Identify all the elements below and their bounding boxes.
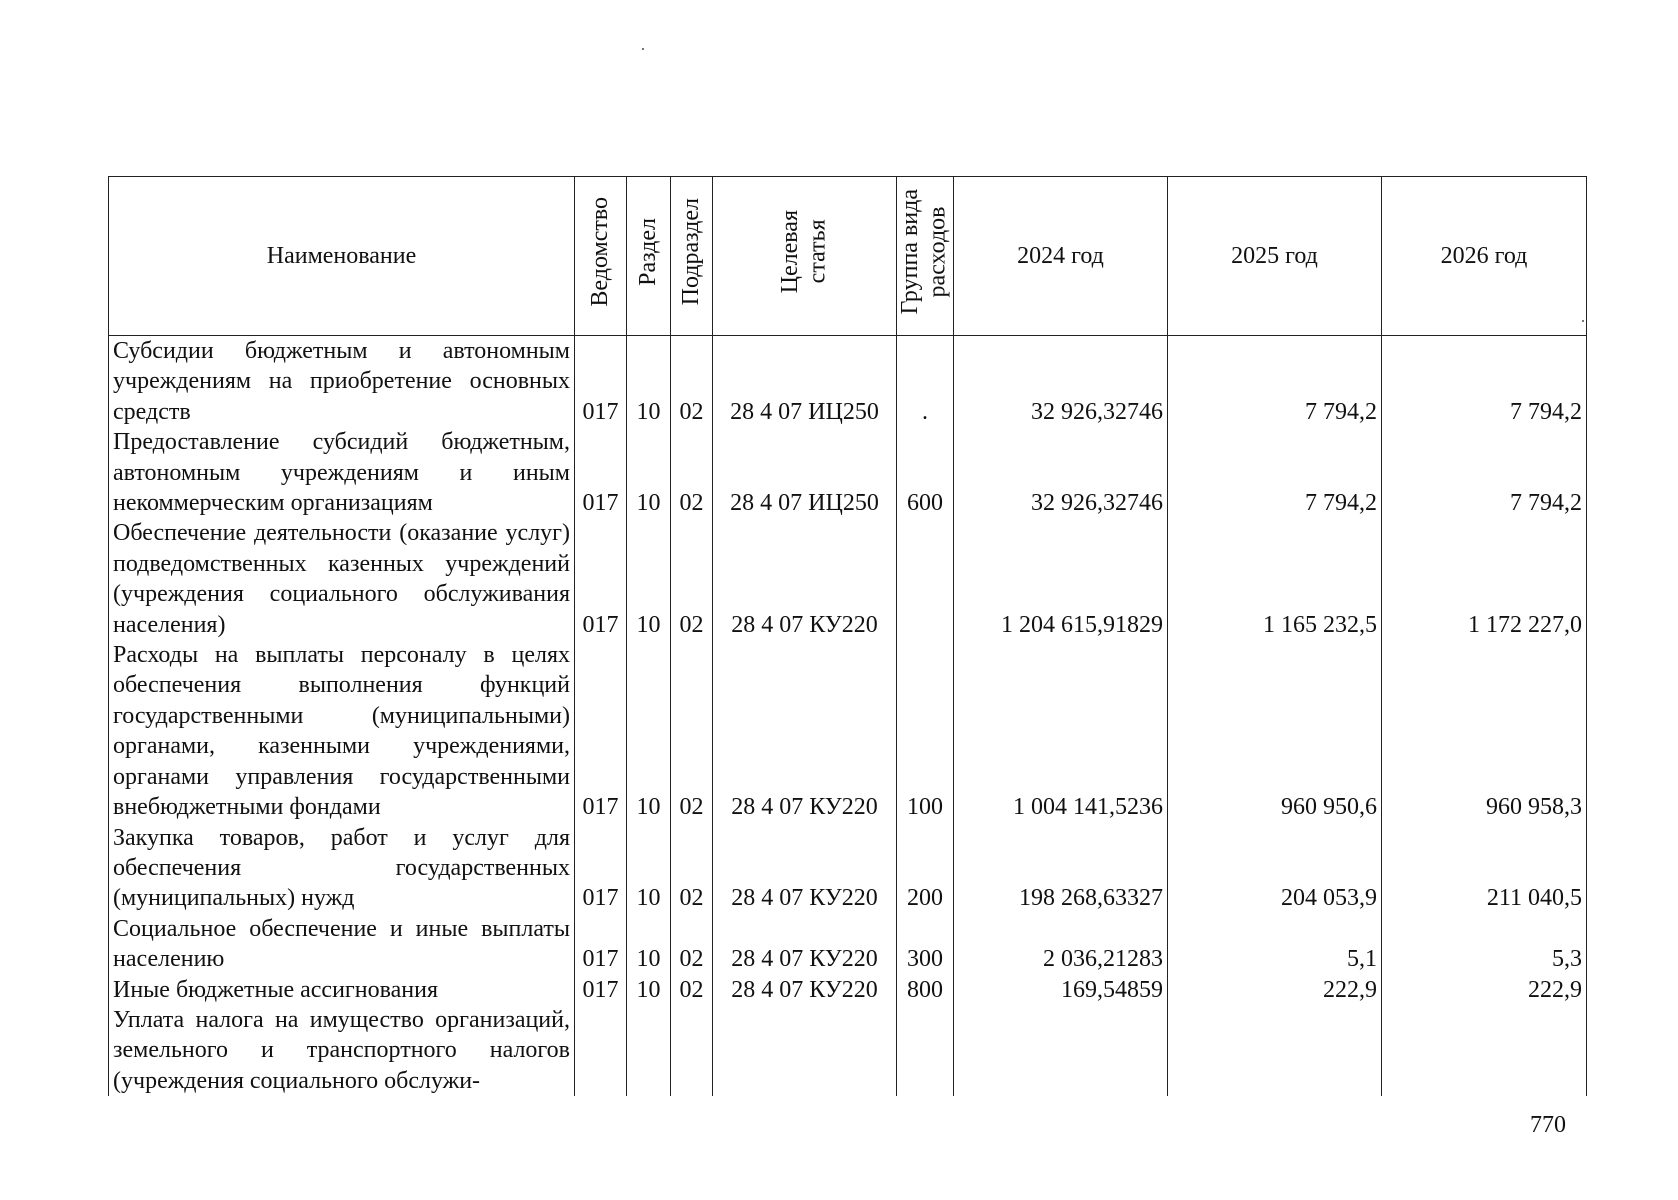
header-subsection (671, 177, 713, 336)
cell-2024: 32 926,32746 (954, 336, 1168, 428)
cell-name: Закупка товаров, работ и услуг для обеспечения государственных (муниципальных) нужд (109, 823, 575, 914)
header-section-label: Раздел (634, 217, 661, 286)
header-dept-label: Ведомство (586, 197, 613, 307)
header-2025-label: 2025 год (1231, 242, 1318, 269)
cell-group: 200 (897, 823, 954, 914)
cell-group: 600 (897, 427, 954, 518)
cell-2025: 7 794,2 (1168, 336, 1382, 428)
cell-2025: 5,1 (1168, 914, 1382, 975)
cell-name: Обеспечение деятельности (оказание услуг) подведомственных казенных учреждений (учреждения социального обслуживания населения) (109, 518, 575, 640)
cell-target: 28 4 07 КУ220 (713, 823, 897, 914)
cell-2024: 198 268,63327 (954, 823, 1168, 914)
table-body (109, 336, 1587, 1097)
cell-subsection: 02 (671, 914, 713, 975)
cell-subsection: 02 (671, 336, 713, 428)
cell-name: Расходы на выплаты персоналу в целях обеспечения выполнения функций государственными (муниципальными) органами, казенными учреждениями, органами управления государственными внебюджетными фондами (109, 640, 575, 822)
cell-section: 10 (627, 336, 671, 428)
header-2026 (1382, 177, 1587, 336)
cell-name: Социальное обеспечение и иные выплаты населению (109, 914, 575, 975)
cell-group: . (897, 336, 954, 428)
cell-section (627, 1005, 671, 1096)
cell-section: 10 (627, 427, 671, 518)
cell-2026: 960 958,3 (1382, 640, 1587, 822)
cell-name: Иные бюджетные ассигнования (109, 975, 575, 1005)
table-row (109, 518, 1587, 640)
cell-2024: 1 204 615,91829 (954, 518, 1168, 640)
cell-section: 10 (627, 823, 671, 914)
cell-name: Субсидии бюджетным и автономным учреждениям на приобретение основных средств (109, 336, 575, 428)
header-target-line2: статья (804, 219, 831, 284)
cell-dept: 017 (575, 975, 627, 1005)
cell-2026 (1382, 1005, 1587, 1096)
cell-2024: 2 036,21283 (954, 914, 1168, 975)
scan-artifact (642, 48, 644, 50)
cell-2026: 7 794,2 (1382, 336, 1587, 428)
cell-group (897, 518, 954, 640)
header-name-label: Наименование (266, 242, 417, 269)
table-header (109, 177, 1587, 336)
header-2024-label: 2024 год (1017, 242, 1104, 269)
cell-target: 28 4 07 КУ220 (713, 518, 897, 640)
cell-dept: 017 (575, 823, 627, 914)
cell-group (897, 1005, 954, 1096)
table-row (109, 914, 1587, 975)
cell-2025: 7 794,2 (1168, 427, 1382, 518)
cell-2026: 222,9 (1382, 975, 1587, 1005)
cell-dept (575, 1005, 627, 1096)
table-row (109, 975, 1587, 1005)
cell-target: 28 4 07 КУ220 (713, 914, 897, 975)
cell-subsection (671, 1005, 713, 1096)
cell-2026: 211 040,5 (1382, 823, 1587, 914)
cell-target: 28 4 07 КУ220 (713, 640, 897, 822)
header-group-line2: расходов (925, 206, 951, 298)
cell-subsection: 02 (671, 823, 713, 914)
cell-target (713, 1005, 897, 1096)
cell-group: 800 (897, 975, 954, 1005)
cell-dept: 017 (575, 640, 627, 822)
table-row (109, 640, 1587, 822)
cell-2024: 169,54859 (954, 975, 1168, 1005)
cell-2025 (1168, 1005, 1382, 1096)
cell-2025: 204 053,9 (1168, 823, 1382, 914)
cell-subsection: 02 (671, 975, 713, 1005)
header-section (627, 177, 671, 336)
header-group-label (897, 189, 952, 314)
cell-group: 300 (897, 914, 954, 975)
budget-table (108, 176, 1587, 1096)
cell-subsection: 02 (671, 518, 713, 640)
cell-2025: 960 950,6 (1168, 640, 1382, 822)
header-subsection-label: Подраздел (677, 198, 704, 306)
cell-2026: 5,3 (1382, 914, 1587, 975)
cell-dept: 017 (575, 427, 627, 518)
header-2024 (954, 177, 1168, 336)
cell-2026: 1 172 227,0 (1382, 518, 1587, 640)
table-row (109, 1005, 1587, 1096)
cell-2024: 32 926,32746 (954, 427, 1168, 518)
table-row (109, 823, 1587, 914)
cell-subsection: 02 (671, 640, 713, 822)
table-row (109, 336, 1587, 428)
cell-dept: 017 (575, 518, 627, 640)
cell-section: 10 (627, 914, 671, 975)
cell-2025: 222,9 (1168, 975, 1382, 1005)
cell-subsection: 02 (671, 427, 713, 518)
cell-target: 28 4 07 КУ220 (713, 975, 897, 1005)
cell-2024 (954, 1005, 1168, 1096)
table-row (109, 427, 1587, 518)
header-target (713, 177, 897, 336)
cell-dept: 017 (575, 336, 627, 428)
cell-target: 28 4 07 ИЦ250 (713, 427, 897, 518)
cell-2025: 1 165 232,5 (1168, 518, 1382, 640)
cell-dept: 017 (575, 914, 627, 975)
cell-name: Уплата налога на имущество организаций, земельного и транспортного налогов (учреждения социального обслужи- (109, 1005, 575, 1096)
cell-section: 10 (627, 518, 671, 640)
cell-name: Предоставление субсидий бюджетным, автономным учреждениям и иным некоммерческим организациям (109, 427, 575, 518)
page-number: 770 (1530, 1112, 1566, 1138)
cell-target: 28 4 07 ИЦ250 (713, 336, 897, 428)
cell-section: 10 (627, 975, 671, 1005)
header-group-line1: Группа вида (897, 189, 924, 315)
cell-2024: 1 004 141,5236 (954, 640, 1168, 822)
header-2025 (1168, 177, 1382, 336)
header-target-line1: Целевая (776, 210, 803, 294)
header-target-label (777, 210, 832, 293)
header-row (109, 177, 1587, 336)
header-name (109, 177, 575, 336)
cell-group: 100 (897, 640, 954, 822)
header-group (897, 177, 954, 336)
cell-2026: 7 794,2 (1382, 427, 1587, 518)
cell-section: 10 (627, 640, 671, 822)
header-2026-label: 2026 год (1440, 242, 1528, 269)
header-dept (575, 177, 627, 336)
